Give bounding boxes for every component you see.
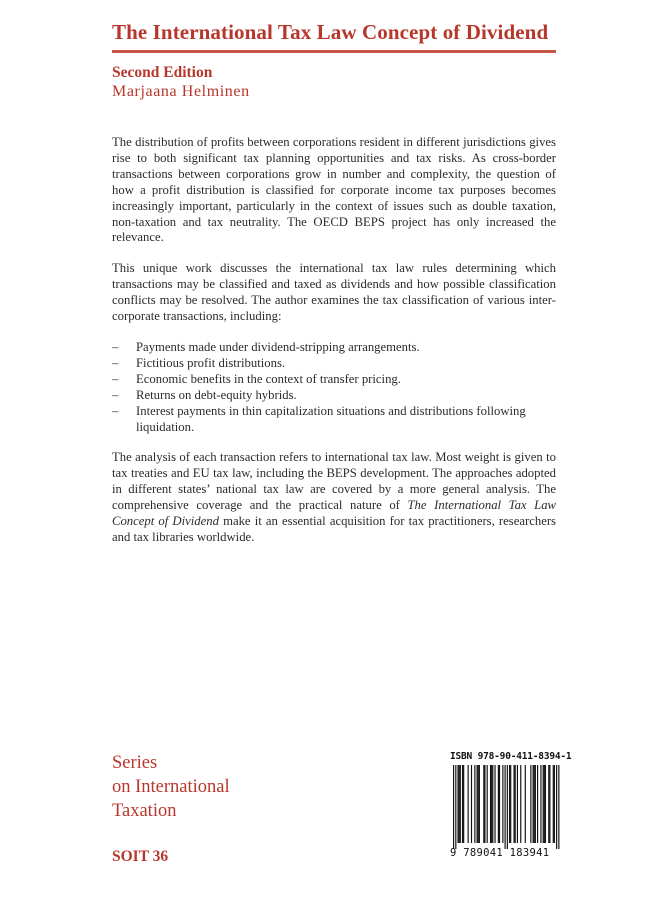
edition-label: Second Edition bbox=[112, 64, 213, 81]
list-item: – Payments made under dividend-stripping arrangements. bbox=[112, 339, 420, 354]
barcode-bar bbox=[491, 765, 492, 843]
list-item: – Economic benefits in the context of transfer pricing. bbox=[112, 371, 401, 386]
barcode-bar bbox=[537, 765, 538, 843]
barcode-bar bbox=[530, 765, 531, 843]
barcode-bar bbox=[554, 765, 555, 843]
ean-digits: 9 789041 183941 bbox=[450, 847, 550, 859]
barcode-bar bbox=[515, 765, 516, 843]
barcode-bar bbox=[484, 765, 485, 843]
blurb bbox=[112, 135, 556, 546]
transaction-list bbox=[112, 340, 556, 435]
barcode-bar bbox=[462, 765, 463, 843]
barcode-bar bbox=[540, 765, 541, 843]
barcode-bar bbox=[548, 765, 549, 843]
list-item: – Fictitious profit distributions. bbox=[112, 355, 286, 370]
barcode-bar bbox=[525, 765, 526, 843]
list-item: – Returns on debt-equity hybrids. bbox=[112, 387, 297, 402]
author-name: Marjaana Helminen bbox=[112, 83, 250, 100]
barcode-bar bbox=[545, 765, 546, 843]
barcode-bar bbox=[535, 765, 536, 843]
barcode-bar bbox=[534, 765, 535, 843]
barcode-guard-bar bbox=[505, 765, 506, 849]
barcode-bar bbox=[517, 765, 518, 843]
barcode-bar bbox=[479, 765, 480, 843]
barcode-bar bbox=[543, 765, 544, 843]
title-rule bbox=[112, 50, 556, 53]
barcode-bar bbox=[490, 765, 491, 843]
barcode-bar bbox=[459, 765, 460, 843]
barcode-bar bbox=[499, 765, 500, 843]
barcode-guard-bar bbox=[507, 765, 508, 849]
barcode-bar bbox=[487, 765, 488, 843]
barcode-bar bbox=[494, 765, 495, 843]
barcode-bar bbox=[513, 765, 514, 843]
barcode-bar bbox=[502, 765, 503, 843]
barcode-bar bbox=[533, 765, 534, 843]
barcode-bar bbox=[477, 765, 478, 843]
barcode-bar bbox=[498, 765, 499, 843]
isbn-label: ISBN 978-90-411-8394-1 bbox=[450, 751, 572, 762]
barcode-bar bbox=[471, 765, 472, 843]
barcode-bar bbox=[468, 765, 469, 843]
barcode-bar bbox=[483, 765, 484, 843]
barcode-guard-bar bbox=[556, 765, 557, 849]
barcode-bar bbox=[474, 765, 475, 843]
barcode-bar bbox=[553, 765, 554, 843]
barcode-bar bbox=[460, 765, 461, 843]
barcode-bar bbox=[509, 765, 510, 843]
barcode-bar bbox=[457, 765, 458, 843]
barcode-guard-bar bbox=[558, 765, 559, 849]
barcode-bar bbox=[492, 765, 493, 843]
barcode-icon bbox=[450, 765, 560, 849]
barcode-guard-bar bbox=[453, 765, 454, 849]
barcode-bar bbox=[544, 765, 545, 843]
dash-mark: – bbox=[112, 339, 119, 354]
barcode-bar bbox=[463, 765, 464, 843]
book-title: The International Tax Law Concept of Dividend bbox=[112, 20, 549, 44]
barcode-bar bbox=[520, 765, 521, 843]
isbn-barcode bbox=[450, 751, 572, 863]
series-name: Series on International Taxation bbox=[112, 753, 230, 821]
blurb-paragraph-2: This unique work discusses the international tax law rules determining which transactions may be classified and taxed as dividends and how possible classification conflicts may be resolved. The author examines the tax classification of various inter-corporate transactions, including: bbox=[112, 261, 556, 324]
series-number: SOIT 36 bbox=[112, 848, 169, 865]
list-item: – Interest payments in thin capitalization situations and distributions following liquidation. bbox=[112, 403, 526, 434]
blurb-paragraph-3: The analysis of each transaction refers to international tax law. Most weight is given to tax treaties and EU tax law, including the BEPS development. The approaches adopted in different states’ national tax law are covered by a more general analysis. The comprehensive coverage and the practical nature of The International Tax Law Concept of Dividend make it an essential acquisition for tax practitioners, researchers and tax libraries worldwide. bbox=[112, 450, 556, 544]
dash-mark: – bbox=[112, 371, 119, 386]
barcode-guard-bar bbox=[455, 765, 456, 849]
barcode-bar bbox=[510, 765, 511, 843]
book-title-italic: The International Tax Law Concept of Dividend bbox=[112, 498, 556, 529]
blurb-paragraph-1: The distribution of profits between corporations resident in different jurisdictions gives rise to both significant tax planning opportunities and tax risks. As cross-border transactions between corporations grow in number and complexity, the question of how a profit distribution is classified for corporate income tax purposes becomes increasingly important, particularly in the context of issues such as double taxation, non-taxation and tax neutrality. The OECD BEPS project has only increased the relevance. bbox=[112, 135, 556, 245]
dash-mark: – bbox=[112, 355, 119, 370]
barcode-bar bbox=[549, 765, 550, 843]
dash-mark: – bbox=[112, 387, 119, 402]
dash-mark: – bbox=[112, 403, 119, 418]
barcode-bar bbox=[478, 765, 479, 843]
